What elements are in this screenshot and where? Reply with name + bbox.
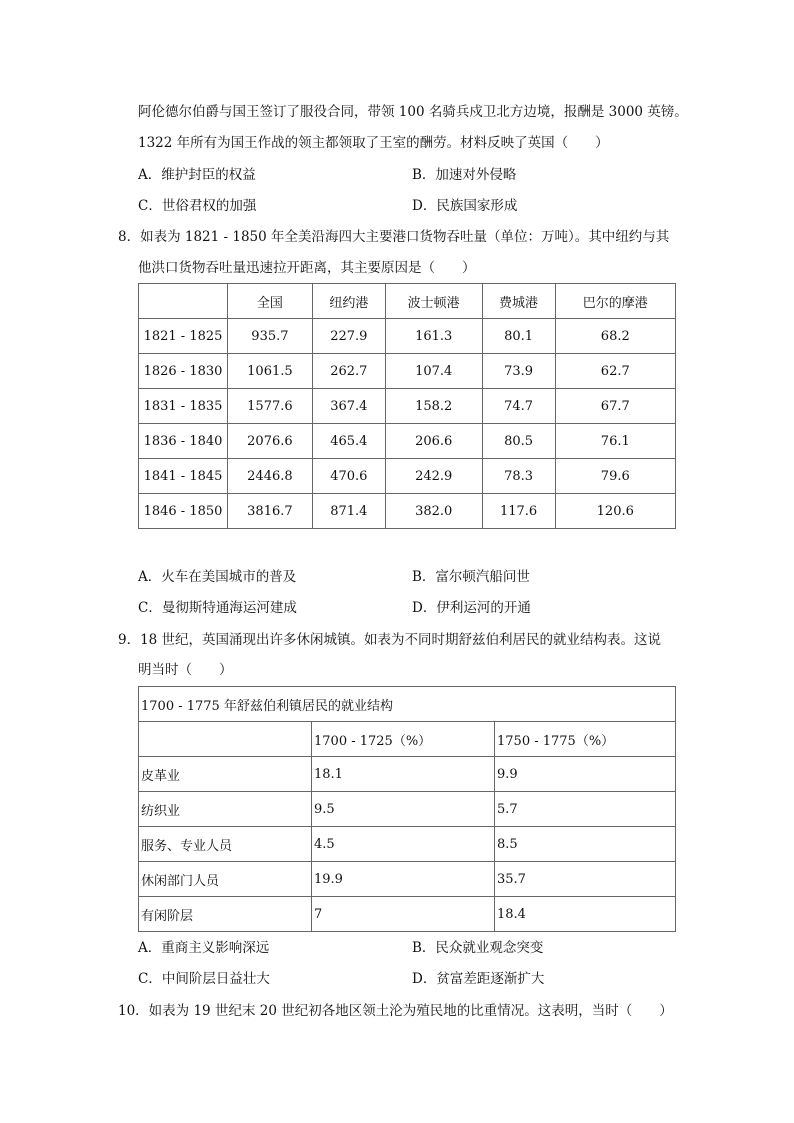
table-row — [139, 827, 676, 862]
table-cell: 纺织业 — [139, 792, 312, 827]
table-cell: 206.6 — [385, 424, 482, 459]
table-header-cell: 全国 — [228, 284, 313, 319]
table-cell: 1841 - 1845 — [139, 459, 228, 494]
table-cell: 休闲部门人员 — [139, 862, 312, 897]
table-cell: 1836 - 1840 — [139, 424, 228, 459]
table-cell: 382.0 — [385, 494, 482, 529]
table-header-cell: 1750 - 1775（%） — [495, 722, 676, 757]
table-cell: 76.1 — [555, 424, 675, 459]
table-row — [139, 897, 676, 932]
table-cell: 68.2 — [555, 319, 675, 354]
prev-option-d: D．民族国家形成 — [412, 198, 518, 214]
table-cell: 1821 - 1825 — [139, 319, 228, 354]
table-header-row — [139, 284, 676, 319]
q8-port-table — [138, 283, 676, 529]
table-cell: 74.7 — [482, 389, 555, 424]
prev-option-b: B．加速对外侵略 — [412, 167, 517, 183]
q8-option-a: A．火车在美国城市的普及 — [138, 569, 297, 585]
table-cell: 120.6 — [555, 494, 675, 529]
table-cell: 有闲阶层 — [139, 897, 312, 932]
table-cell: 9.9 — [495, 757, 676, 792]
table-cell — [139, 284, 228, 319]
q8-option-c: C．曼彻斯特通海运河建成 — [138, 600, 297, 616]
table-row — [139, 862, 676, 897]
table-cell: 871.4 — [312, 494, 385, 529]
table-row — [139, 459, 676, 494]
table-cell: 5.7 — [495, 792, 676, 827]
table-cell: 18.1 — [312, 757, 495, 792]
table-cell: 67.7 — [555, 389, 675, 424]
prev-option-a: A．维护封臣的权益 — [138, 167, 256, 183]
table-cell: 78.3 — [482, 459, 555, 494]
prev-question-line-1: 阿伦德尔伯爵与国王签订了服役合同，带领 100 名骑兵戍卫北方边境，报酬是 3000 英镑。 — [138, 104, 688, 120]
table-header-cell: 费城港 — [482, 284, 555, 319]
table-cell: 80.5 — [482, 424, 555, 459]
table-cell: 4.5 — [312, 827, 495, 862]
table-cell: 935.7 — [228, 319, 313, 354]
q9-option-b: B．民众就业观念突变 — [412, 940, 544, 956]
table-cell: 158.2 — [385, 389, 482, 424]
table-cell: 1577.6 — [228, 389, 313, 424]
table-cell: 465.4 — [312, 424, 385, 459]
table-header-cell: 波士顿港 — [385, 284, 482, 319]
table-cell: 117.6 — [482, 494, 555, 529]
table-cell: 9.5 — [312, 792, 495, 827]
table-cell: 2446.8 — [228, 459, 313, 494]
table-cell: 35.7 — [495, 862, 676, 897]
q9-option-d: D．贫富差距逐渐扩大 — [412, 971, 545, 987]
table-cell: 1846 - 1850 — [139, 494, 228, 529]
table-cell: 73.9 — [482, 354, 555, 389]
table-row — [139, 319, 676, 354]
table-cell: 18.4 — [495, 897, 676, 932]
q10-stem-line-1: 10．如表为 19 世纪末 20 世纪初各地区领土沦为殖民地的比重情况。这表明，当时（ ） — [118, 1003, 673, 1019]
table-cell: 1061.5 — [228, 354, 313, 389]
table-cell: 161.3 — [385, 319, 482, 354]
table-row — [139, 354, 676, 389]
table-cell: 3816.7 — [228, 494, 313, 529]
table-cell: 367.4 — [312, 389, 385, 424]
table-cell: 227.9 — [312, 319, 385, 354]
table-row — [139, 757, 676, 792]
table-cell: 2076.6 — [228, 424, 313, 459]
table-cell: 1826 - 1830 — [139, 354, 228, 389]
q9-option-a: A．重商主义影响深远 — [138, 940, 270, 956]
q8-stem-line-2: 他洪口货物吞吐量迅速拉开距离，其主要原因是（ ） — [138, 260, 476, 276]
prev-option-c: C．世俗君权的加强 — [138, 198, 257, 214]
q8-stem-line-1: 8．如表为 1821 - 1850 年全美沿海四大主要港口货物吞吐量（单位：万吨）。其中纽约与其 — [118, 229, 670, 245]
table-cell — [139, 722, 312, 757]
table-header-row — [139, 722, 676, 757]
table-cell: 7 — [312, 897, 495, 932]
table-cell: 470.6 — [312, 459, 385, 494]
table-cell: 服务、专业人员 — [139, 827, 312, 862]
table-row — [139, 389, 676, 424]
table-cell: 1831 - 1835 — [139, 389, 228, 424]
table-row — [139, 792, 676, 827]
q9-employment-table — [138, 686, 676, 932]
table-header-cell: 1700 - 1725（%） — [312, 722, 495, 757]
table-title-row — [139, 687, 676, 722]
table-cell: 242.9 — [385, 459, 482, 494]
prev-question-line-2: 1322 年所有为国王作战的领主都领取了王室的酬劳。材料反映了英国（ ） — [138, 135, 609, 151]
table-title: 1700 - 1775 年舒兹伯利镇居民的就业结构 — [139, 687, 676, 722]
table-row — [139, 424, 676, 459]
table-row — [139, 494, 676, 529]
table-cell: 262.7 — [312, 354, 385, 389]
table-cell: 19.9 — [312, 862, 495, 897]
q9-stem-line-1: 9．18 世纪，英国涌现出许多休闲城镇。如表为不同时期舒兹伯利居民的就业结构表。这说 — [118, 632, 662, 648]
q9-option-c: C．中间阶层日益壮大 — [138, 971, 270, 987]
table-cell: 80.1 — [482, 319, 555, 354]
table-cell: 8.5 — [495, 827, 676, 862]
table-cell: 皮革业 — [139, 757, 312, 792]
table-header-cell: 纽约港 — [312, 284, 385, 319]
q8-option-d: D．伊利运河的开通 — [412, 600, 531, 616]
table-cell: 107.4 — [385, 354, 482, 389]
q9-stem-line-2: 明当时（ ） — [138, 662, 233, 678]
table-cell: 62.7 — [555, 354, 675, 389]
q8-option-b: B．富尔顿汽船问世 — [412, 569, 530, 585]
table-header-cell: 巴尔的摩港 — [555, 284, 675, 319]
table-cell: 79.6 — [555, 459, 675, 494]
